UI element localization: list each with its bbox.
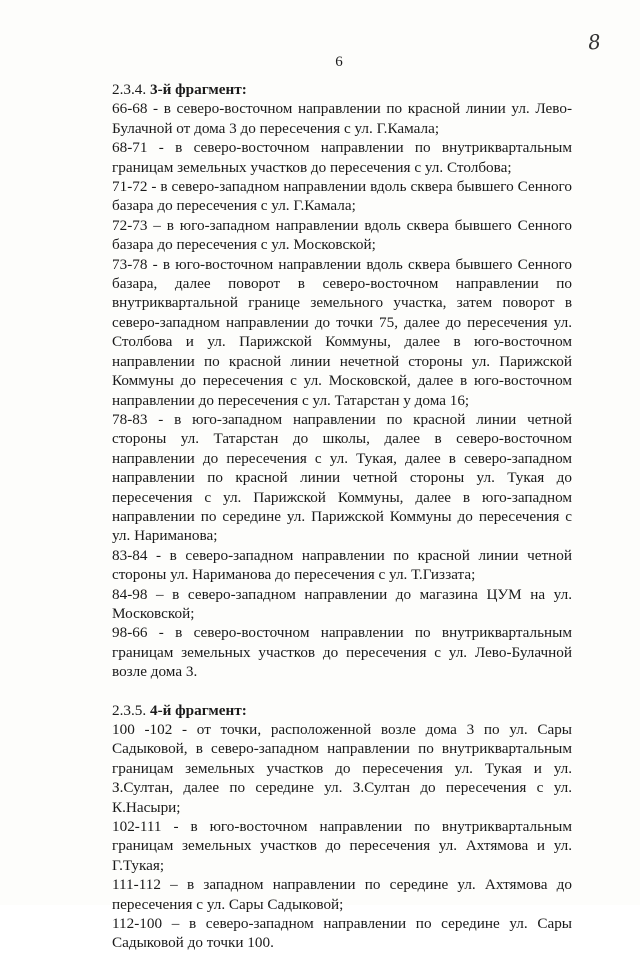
section-title: 3-й фрагмент: (149, 81, 247, 98)
boundary-paragraph: 111-112 – в западном направлении по середине ул. Ахтямова до пересечения с ул. Сары Садыковой; (112, 876, 572, 913)
section-heading-3rd-fragment (112, 80, 572, 99)
boundary-paragraph: 98-66 - в северо-восточном направлении по внутриквартальным границам земельных участков до пересечения с ул. Лево-Булачной возле дома 3. (112, 624, 572, 681)
section-number: 2.3.5. (112, 701, 147, 719)
boundary-paragraph: 71-72 - в северо-западном направлении вдоль сквера бывшего Сенного базара до пересечения с ул. Г.Камала; (112, 178, 572, 215)
section-spacer (112, 682, 572, 701)
boundary-paragraph: 83-84 - в северо-западном направлении по красной линии четной стороны ул. Нариманова до пересечения с ул. Т.Гиззата; (112, 546, 572, 584)
boundary-paragraph: 73-78 - в юго-восточном направлении вдоль сквера бывшего Сенного базара, далее поворот в северо-восточном направлении по внутриквартальной границе земельного участка, затем поворот в северо-западном направлении до точки 75, далее до пересечения ул. Столбова и ул. Парижской Коммуны, далее в юго-восточном направлении по красной линии нечетной стороны ул. Парижской Коммуны до пересечения с ул. Московской, далее в юго-восточном направлении до пересечения с ул. Татарстан у дома 16; (112, 255, 572, 409)
boundary-paragraph: 72-73 – в юго-западном направлении вдоль сквера бывшего Сенного базара до пересечения с ул. Московской; (112, 216, 572, 254)
boundary-paragraph: 66-68 - в северо-восточном направлении по красной линии ул. Лево-Булачной от дома 3 до пересечения с ул. Г.Камала; (112, 100, 572, 137)
boundary-paragraph: 112-100 – в северо-западном направлении по середине ул. Сары Садыковой до точки 100. (112, 915, 572, 952)
boundary-paragraph: 78-83 - в юго-западном направлении по красной линии четной стороны ул. Татарстан до школы, далее в северо-восточном направлении до пересечения с ул. Тукая, далее в северо-западном направлении по красной линии четной стороны ул. Тукая до пересечения с ул. Парижской Коммуны, далее в юго-западном направлении по середине ул. Парижской Коммуны до пересечения с ул. Нариманова; (112, 410, 572, 545)
boundary-paragraph: 84-98 – в северо-западном направлении до магазина ЦУМ на ул. Московской; (112, 585, 572, 622)
boundary-paragraph: 102-111 - в юго-восточном направлении по внутриквартальным границам земельных участков до пересечения ул. Ахтямова и ул. Г.Тукая; (112, 818, 572, 874)
handwritten-page-mark: 8 (586, 29, 602, 55)
boundary-paragraph: 100 -102 - от точки, расположенной возле дома 3 по ул. Сары Садыковой, в северо-западном направлении по внутриквартальным границам земельных участков до пересечения ул. Тукая и ул. З.Султан, далее по середине ул. З.Султан до пересечения с ул. К.Насыри; (112, 721, 572, 816)
document-body (112, 80, 572, 953)
section-number: 2.3.4. (112, 81, 147, 98)
boundary-paragraph: 68-71 - в северо-восточном направлении по внутриквартальным границам земельных участков до пересечения с ул. Столбова; (112, 139, 572, 176)
section-heading-4th-fragment (112, 701, 572, 720)
section-title: 4-й фрагмент: (149, 701, 247, 719)
page-number: 6 (335, 54, 343, 70)
